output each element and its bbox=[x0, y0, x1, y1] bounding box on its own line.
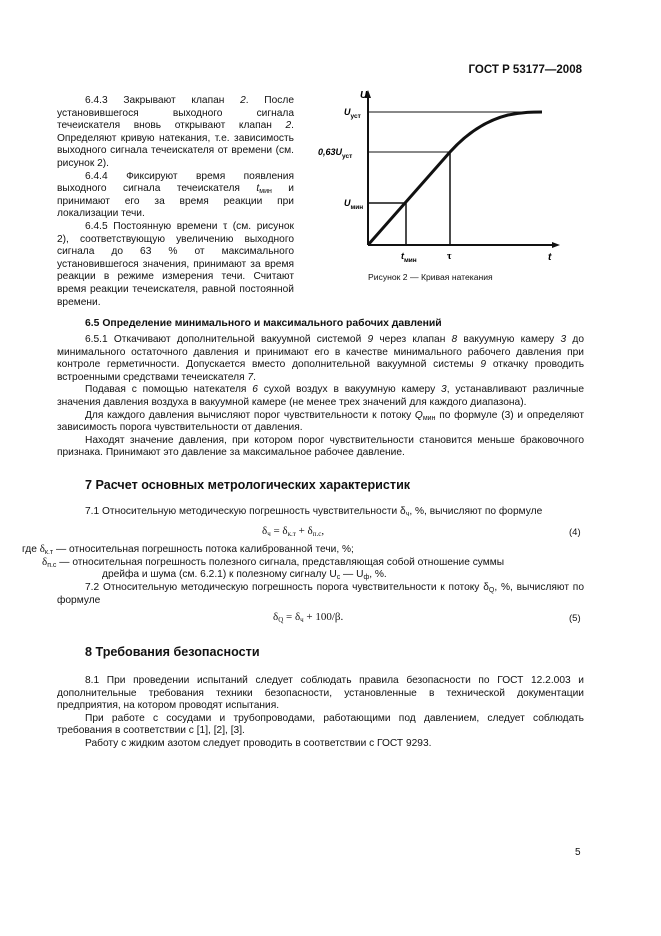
definition: относительная погрешность полезного сигнала, представляющая собой отношение суммы bbox=[72, 557, 505, 568]
ref-number: 9 bbox=[480, 359, 487, 371]
paragraph-6-5-3 bbox=[57, 410, 584, 435]
y-axis-label: U bbox=[360, 90, 368, 101]
leak-curve-chart bbox=[318, 84, 588, 294]
where-item-2-cont bbox=[102, 569, 387, 582]
definition: относительная погрешность потока калиброванной течи, %; bbox=[69, 544, 354, 555]
figure-caption: Рисунок 2 — Кривая натекания bbox=[368, 272, 493, 282]
valve-number: 2 bbox=[285, 120, 292, 132]
text: . bbox=[253, 371, 256, 383]
valve-number: 2 bbox=[240, 95, 246, 106]
text: 7.2 Относительную методическую погрешность порога чувствительности к потоку δ bbox=[85, 582, 489, 593]
x-axis-label: t bbox=[548, 252, 552, 263]
symbol: t bbox=[256, 183, 260, 195]
section-6-5-title: 6.5 Определение минимального и максимального рабочих давлений bbox=[85, 318, 442, 329]
formula-4: $\delta_ч = \delta_{к.т} + \delta_{п.с}$, bbox=[262, 525, 325, 538]
symbol: δ bbox=[42, 556, 48, 568]
paragraph-7-2-text bbox=[57, 582, 584, 607]
figure-2 bbox=[318, 84, 588, 294]
text: дрейфа и шума (см. 6.2.1) к полезному сигналу U bbox=[102, 569, 337, 580]
label-u-063: $0,63U_{уст}$ bbox=[318, 147, 353, 160]
text: вакуумную камеру bbox=[457, 334, 561, 345]
paragraph-8-1: 8.1 При проведении испытаний следует соблюдать правила безопасности по ГОСТ 12.2.003 и дополнительные требования техники безопасности, установленные в технической документации предприятия, на котором проводят испытания. bbox=[57, 675, 584, 712]
symbol: Q bbox=[414, 409, 423, 421]
symbol: δ bbox=[39, 543, 45, 555]
text: до минимального остаточного давления и принимают его в качестве минимального рабочего давления при контроле герметичности. Допускается вместо дополнительной вакуумной системы bbox=[57, 334, 584, 371]
ref-number: 7 bbox=[247, 371, 254, 383]
label-tau: τ bbox=[447, 251, 452, 262]
text: Подавая с помощью натекателя bbox=[85, 384, 253, 396]
text: . Определяют кривую натекания, т.е. зависимость выходного сигнала течеискателя от времени (см. рисунок 2). bbox=[57, 120, 294, 169]
ref-number: 8 bbox=[451, 334, 458, 345]
label-u-ust: $U_{уст}$ bbox=[344, 107, 361, 120]
subscript: с bbox=[336, 574, 341, 581]
subscript: мин bbox=[259, 188, 272, 196]
dash: — bbox=[55, 544, 67, 555]
ref-number: 3 bbox=[560, 334, 567, 345]
where-item-2 bbox=[42, 556, 504, 570]
text: , %. bbox=[369, 569, 387, 580]
paragraph-6-5-1 bbox=[57, 334, 584, 384]
text: , %, вычисляют по формуле bbox=[409, 506, 543, 517]
page-number: 5 bbox=[575, 847, 581, 858]
text: , %, вычисляют по формуле bbox=[57, 582, 584, 606]
text: откачку проводить встроенными средствами течеискателя bbox=[57, 359, 585, 383]
paragraph-7-1-text bbox=[57, 506, 584, 519]
subscript: ч bbox=[405, 511, 410, 518]
where-prefix: где bbox=[22, 544, 37, 555]
document-id-header: ГОСТ Р 53177—2008 bbox=[468, 64, 582, 76]
paragraph-6-4-3 bbox=[57, 95, 294, 171]
subscript: Q bbox=[488, 587, 495, 594]
text: 6.4.3 Закрывают клапан bbox=[85, 95, 241, 106]
text: 6.4.4 Фиксируют время появления выходного сигнала течеискателя bbox=[57, 170, 294, 195]
subscript: мин bbox=[422, 414, 436, 422]
section-6-5-body bbox=[57, 334, 584, 460]
ref-number: 6 bbox=[252, 384, 258, 396]
where-item-1 bbox=[22, 543, 354, 557]
x-axis-arrow-icon bbox=[552, 242, 560, 248]
text: 7.1 Относительную методическую погрешность чувствительности δ bbox=[85, 506, 406, 517]
label-u-min: $U_{мин}$ bbox=[344, 198, 364, 211]
text: 6.5.1 Откачивают дополнительной вакуумной системой bbox=[85, 334, 368, 345]
section-8-body bbox=[57, 675, 584, 751]
paragraph-6-4-4 bbox=[57, 171, 294, 221]
paragraph-6-5-4: Находят значение давления, при котором порог чувствительности становится меньше браковочного признака. Принимают это давление за максимальное рабочее давление. bbox=[57, 434, 584, 459]
ref-number: 3 bbox=[441, 384, 447, 396]
paragraph-6-4-5: 6.4.5 Постоянную времени τ (см. рисунок 2), соответствующую увеличению выходного сигнала до 63 % от максимального установившегося значения, принимают за время реакции в режиме измерения течи. Считают время реакции течеискателя, равной постоянной времени. bbox=[57, 220, 294, 308]
text: Для каждого давления вычисляют порог чувствительности к потоку bbox=[85, 409, 415, 421]
label-t-min: $t_{мин}$ bbox=[401, 251, 417, 264]
text: — U bbox=[340, 569, 364, 580]
section-8-title: 8 Требования безопасности bbox=[85, 645, 260, 659]
text: через клапан bbox=[373, 334, 452, 345]
subscript: к.т bbox=[44, 549, 54, 556]
text: , устанавливают различные значения давления воздуха в вакуумной камере (не менее трех значений для каждого диапазона). bbox=[57, 384, 585, 408]
text: сухой воздух в вакуумную камеру bbox=[257, 384, 442, 396]
dash: — bbox=[59, 557, 70, 568]
ref-number: 9 bbox=[367, 334, 374, 345]
section-7-title: 7 Расчет основных метрологических характеристик bbox=[85, 478, 411, 492]
left-column bbox=[57, 95, 294, 309]
paragraph-8-3: Работу с жидким азотом следует проводить в соответствии с ГОСТ 9293. bbox=[85, 737, 432, 749]
text: по формуле (3) и определяют зависимость порога чувствительности от давления. bbox=[57, 409, 584, 434]
paragraph-6-5-2 bbox=[57, 384, 584, 409]
formula-5: $\delta_Q = \delta_ч + 100/\beta$. bbox=[273, 611, 344, 624]
formula-5-number: (5) bbox=[569, 613, 581, 624]
text: . После установившегося выходного сигнала течеискателя вновь открывают клапан bbox=[57, 95, 294, 132]
paragraph-7-1 bbox=[57, 506, 584, 519]
formula-4-number: (4) bbox=[569, 527, 581, 538]
leak-curve bbox=[368, 112, 542, 245]
paragraph-7-2 bbox=[57, 582, 584, 607]
subscript: п.с bbox=[47, 562, 57, 569]
paragraph-8-2: При работе с сосудами и трубопроводами, работающими под давлением, следует соблюдать требования в соответствии с [1], [2], [3]. bbox=[57, 712, 584, 737]
subscript: ф bbox=[363, 574, 370, 581]
text: и принимают его за время реакции при локализации течи. bbox=[57, 183, 294, 220]
